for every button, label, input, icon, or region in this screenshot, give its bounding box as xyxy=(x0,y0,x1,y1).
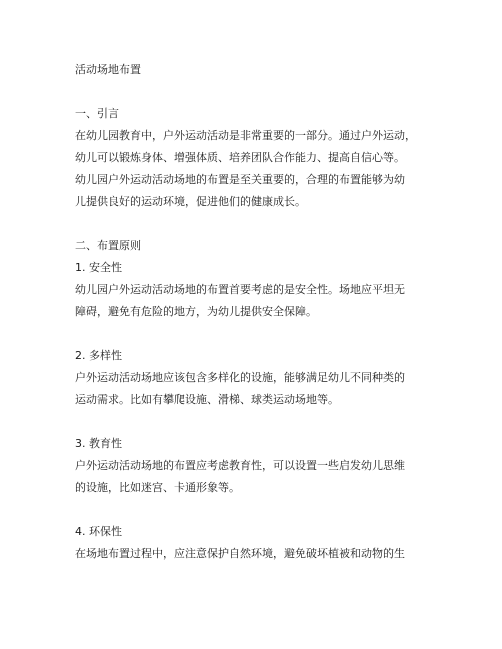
education-line-2: 的设施，比如迷宫、卡通形象等。 xyxy=(75,481,240,494)
intro-line-3: 幼儿园户外运动活动场地的布置是至关重要的，合理的布置能够为幼 xyxy=(75,173,405,186)
intro-line-4: 儿提供良好的运动环境，促进他们的健康成长。 xyxy=(75,195,306,208)
section-heading-intro: 一、引言 xyxy=(75,107,119,120)
safety-line-2: 障碍，避免有危险的地方，为幼儿提供安全保障。 xyxy=(75,305,317,318)
item-title-education: 3. 教育性 xyxy=(75,437,122,450)
safety-line-1: 幼儿园户外运动活动场地的布置首要考虑的是安全性。场地应平坦无 xyxy=(75,283,405,296)
item-title-safety: 1. 安全性 xyxy=(75,261,122,274)
intro-line-2: 幼儿可以锻炼身体、增强体质、培养团队合作能力、提高自信心等。 xyxy=(75,151,405,164)
item-title-environment: 4. 环保性 xyxy=(75,525,122,538)
education-line-1: 户外运动活动场地的布置应考虑教育性，可以设置一些启发幼儿思维 xyxy=(75,459,405,472)
item-title-diversity: 2. 多样性 xyxy=(75,349,122,362)
diversity-line-1: 户外运动活动场地应该包含多样化的设施，能够满足幼儿不同种类的 xyxy=(75,371,405,384)
document-title: 活动场地布置 xyxy=(75,63,141,76)
section-heading-principles: 二、布置原则 xyxy=(75,239,141,252)
environment-line-1: 在场地布置过程中，应注意保护自然环境，避免破坏植被和动物的生 xyxy=(75,547,405,560)
intro-line-1: 在幼儿园教育中，户外运动活动是非常重要的一部分。通过户外运动， xyxy=(75,129,416,142)
diversity-line-2: 运动需求。比如有攀爬设施、滑梯、球类运动场地等。 xyxy=(75,393,339,406)
